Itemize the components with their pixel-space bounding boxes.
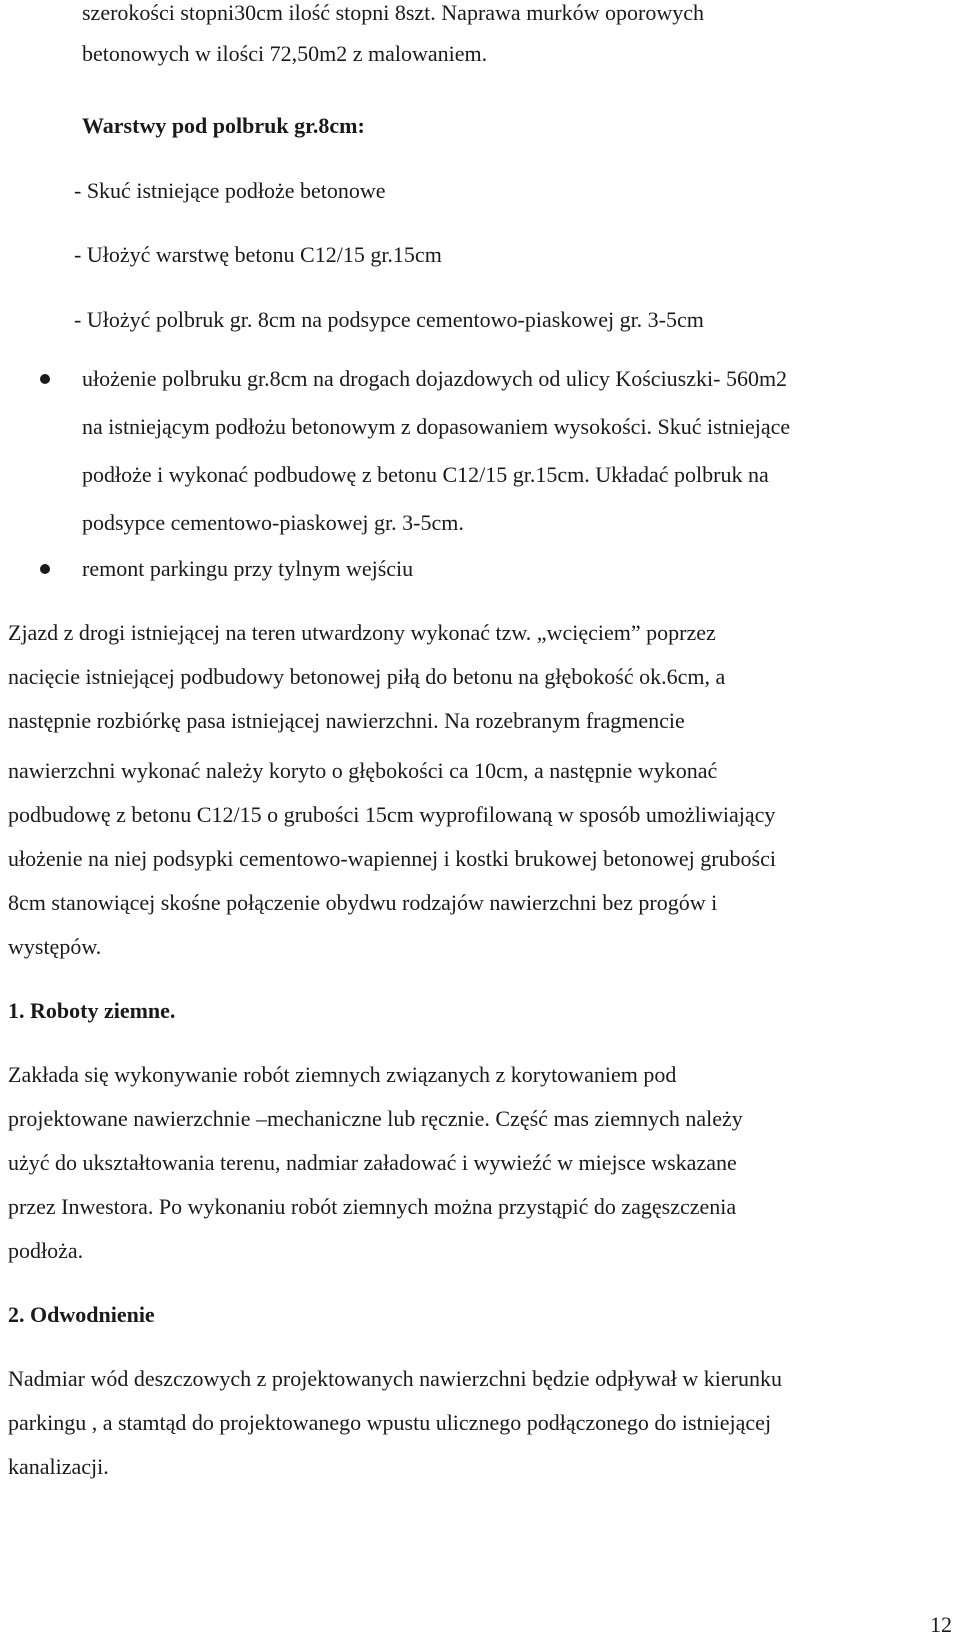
- paragraph-line: Nadmiar wód deszczowych z projektowanych nawierzchni będzie odpływał w kierunku: [8, 1366, 782, 1391]
- paragraph-line: nacięcie istniejącej podbudowy betonowej piłą do betonu na głębokość ok.6cm, a: [8, 664, 726, 689]
- paragraph-line: przez Inwestora. Po wykonaniu robót ziemnych można przystąpić do zagęszczenia: [8, 1194, 737, 1219]
- paragraph-line: podłoża.: [8, 1238, 84, 1263]
- bullet-line: podłoże i wykonać podbudowę z betonu C12/15 gr.15cm. Układać polbruk na: [82, 462, 769, 487]
- section-heading: 1. Roboty ziemne.: [8, 998, 176, 1023]
- bullet-line: na istniejącym podłożu betonowym z dopasowaniem wysokości. Skuć istniejące: [82, 414, 791, 439]
- bullet-line: podsypce cementowo-piaskowej gr. 3-5cm.: [82, 510, 464, 535]
- intro-line: betonowych w ilości 72,50m2 z malowaniem.: [82, 41, 488, 66]
- paragraph-line: projektowane nawierzchnie –mechaniczne lub ręcznie. Część mas ziemnych należy: [8, 1106, 743, 1131]
- paragraph-line: parkingu , a stamtąd do projektowanego wpustu ulicznego podłączonego do istniejącej: [8, 1410, 772, 1435]
- layers-item: - Skuć istniejące podłoże betonowe: [74, 178, 386, 203]
- paragraph-line: występów.: [8, 934, 102, 959]
- bullet-line: remont parkingu przy tylnym wejściu: [82, 556, 414, 581]
- section-heading: 2. Odwodnienie: [8, 1302, 155, 1327]
- paragraph-line: użyć do ukształtowania terenu, nadmiar załadować i wywieźć w miejsce wskazane: [8, 1150, 737, 1175]
- layers-item: - Ułożyć warstwę betonu C12/15 gr.15cm: [74, 242, 442, 267]
- paragraph-line: nawierzchni wykonać należy koryto o głębokości ca 10cm, a następnie wykonać: [8, 758, 718, 783]
- paragraph-line: ułożenie na niej podsypki cementowo-wapiennej i kostki brukowej betonowej grubości: [8, 846, 776, 871]
- paragraph-line: 8cm stanowiącej skośne połączenie obydwu rodzajów nawierzchni bez progów i: [8, 890, 718, 915]
- bullet-icon: [40, 564, 50, 574]
- layers-item: - Ułożyć polbruk gr. 8cm na podsypce cementowo-piaskowej gr. 3-5cm: [74, 307, 704, 332]
- paragraph-line: podbudowę z betonu C12/15 o grubości 15cm wyprofilowaną w sposób umożliwiający: [8, 802, 776, 827]
- page-number: 12: [930, 1612, 952, 1637]
- paragraph-line: następnie rozbiórkę pasa istniejącej nawierzchni. Na rozebranym fragmencie: [8, 708, 685, 733]
- intro-line: szerokości stopni30cm ilość stopni 8szt. Naprawa murków oporowych: [82, 0, 704, 25]
- layers-heading: Warstwy pod polbruk gr.8cm:: [82, 113, 365, 138]
- paragraph-line: Zjazd z drogi istniejącej na teren utwardzony wykonać tzw. „wcięciem” poprzez: [8, 620, 716, 645]
- paragraph-line: Zakłada się wykonywanie robót ziemnych związanych z korytowaniem pod: [8, 1062, 677, 1087]
- bullet-line: ułożenie polbruku gr.8cm na drogach dojazdowych od ulicy Kościuszki- 560m2: [82, 366, 788, 391]
- paragraph-line: kanalizacji.: [8, 1454, 109, 1479]
- bullet-icon: [40, 374, 50, 384]
